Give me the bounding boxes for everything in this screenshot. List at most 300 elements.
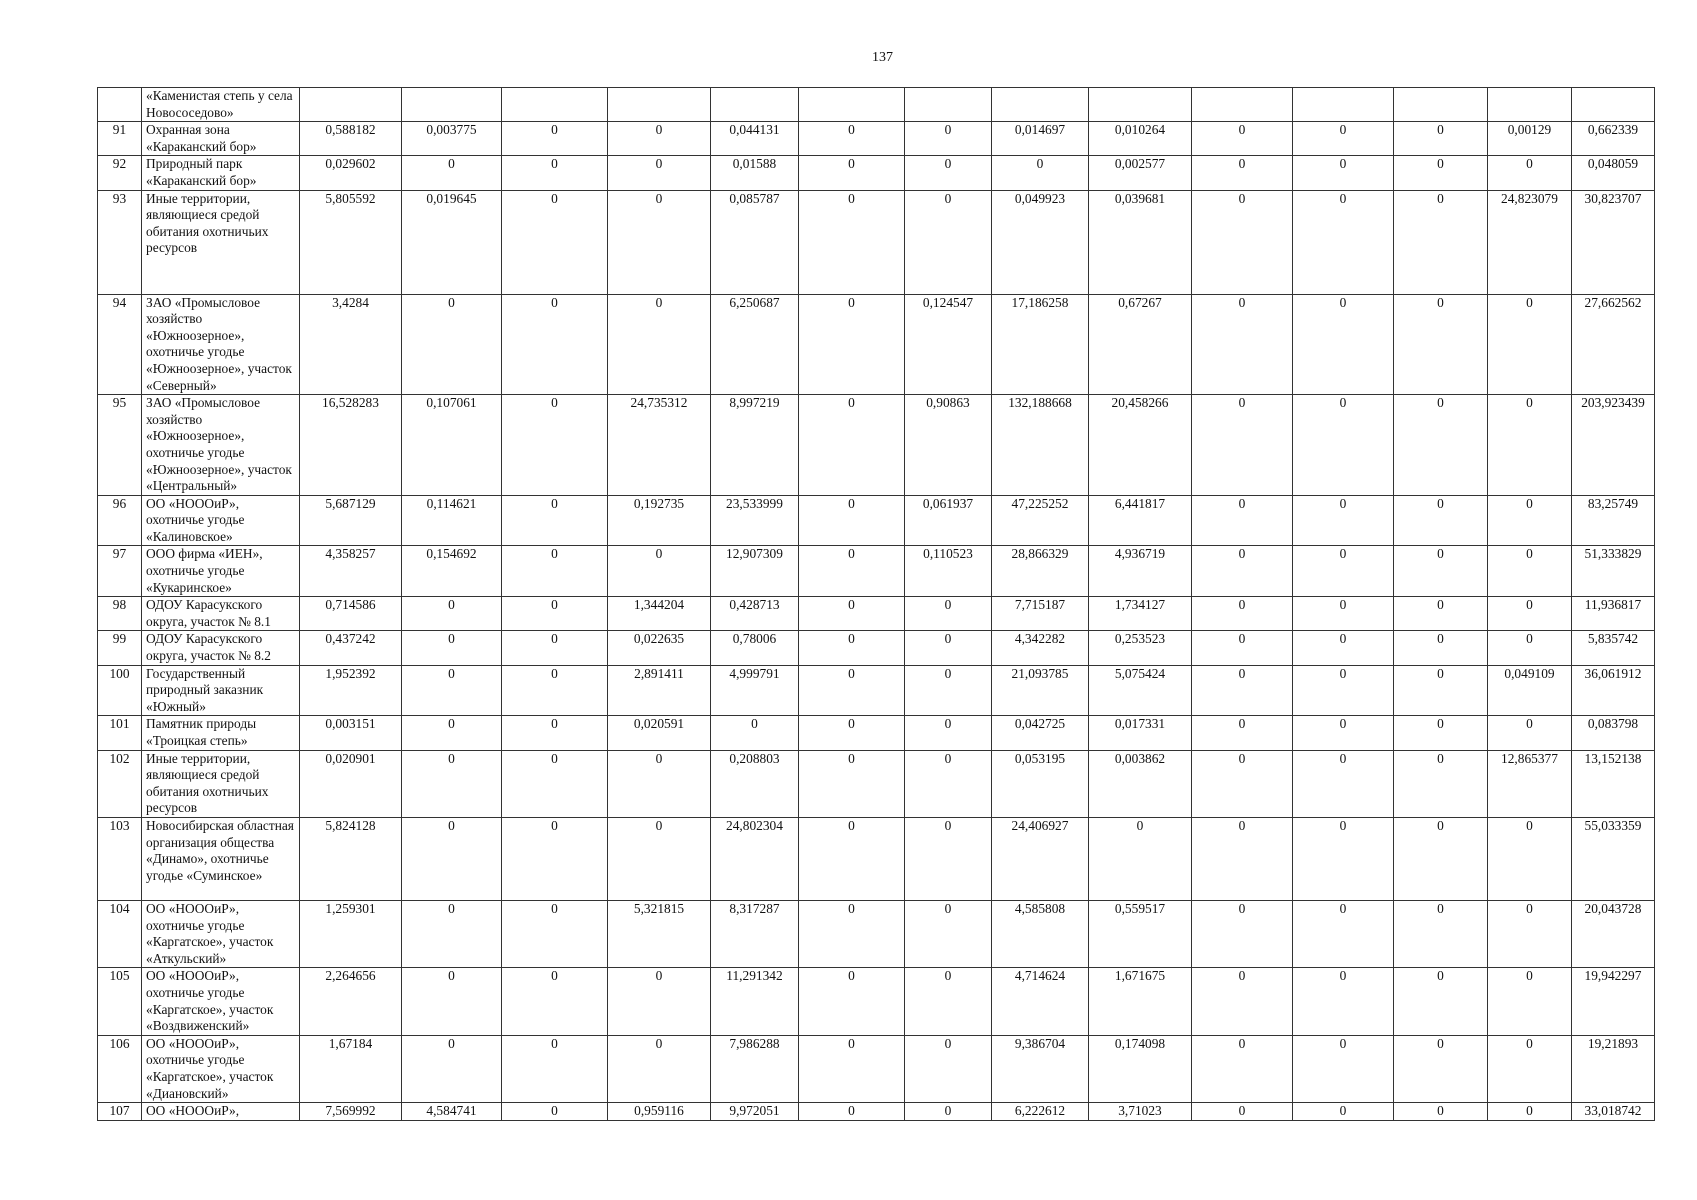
row-number-cell: 104 (98, 900, 142, 967)
value-cell: 0 (799, 716, 905, 750)
value-cell: 0 (608, 817, 711, 900)
value-cell: 4,585808 (992, 900, 1089, 967)
value-cell: 0 (1293, 716, 1394, 750)
value-cell: 0,01588 (711, 156, 799, 190)
value-cell: 0 (1192, 495, 1293, 546)
value-cell: 2,891411 (608, 665, 711, 716)
value-cell: 0 (799, 968, 905, 1035)
row-number-cell: 95 (98, 395, 142, 496)
value-cell: 33,018742 (1572, 1103, 1655, 1121)
value-cell: 27,662562 (1572, 294, 1655, 395)
value-cell: 0,662339 (1572, 122, 1655, 156)
value-cell: 0 (502, 597, 608, 631)
value-cell: 0,048059 (1572, 156, 1655, 190)
table-row (98, 1035, 1655, 1102)
row-number-cell: 92 (98, 156, 142, 190)
value-cell: 16,528283 (300, 395, 402, 496)
value-cell: 0 (1293, 190, 1394, 294)
value-cell: 0 (608, 156, 711, 190)
value-cell: 0 (799, 597, 905, 631)
value-cell: 0 (799, 665, 905, 716)
value-cell: 0 (1192, 294, 1293, 395)
value-cell: 0 (799, 631, 905, 665)
value-cell: 0 (502, 190, 608, 294)
value-cell: 0 (905, 1103, 992, 1121)
value-cell: 28,866329 (992, 546, 1089, 597)
value-cell: 0,010264 (1089, 122, 1192, 156)
value-cell: 0 (1192, 597, 1293, 631)
value-cell: 0 (502, 750, 608, 817)
value-cell: 51,333829 (1572, 546, 1655, 597)
value-cell: 0 (402, 817, 502, 900)
value-cell: 0 (502, 716, 608, 750)
value-cell: 20,043728 (1572, 900, 1655, 967)
value-cell: 7,715187 (992, 597, 1089, 631)
value-cell: 3,4284 (300, 294, 402, 395)
value-cell: 0 (1394, 817, 1488, 900)
value-cell: 3,71023 (1089, 1103, 1192, 1121)
value-cell: 0 (799, 122, 905, 156)
value-cell: 0 (502, 631, 608, 665)
value-cell: 19,21893 (1572, 1035, 1655, 1102)
value-cell: 6,222612 (992, 1103, 1089, 1121)
value-cell: 5,321815 (608, 900, 711, 967)
value-cell: 0 (402, 750, 502, 817)
table-row (98, 817, 1655, 900)
value-cell: 30,823707 (1572, 190, 1655, 294)
value-cell: 0 (1192, 665, 1293, 716)
value-cell: 0 (905, 190, 992, 294)
territory-name-cell: ЗАО «Промысловое хозяйство «Южноозерное», охотничье угодье «Южноозерное», участок «Северный» (142, 294, 300, 395)
value-cell: 5,805592 (300, 190, 402, 294)
value-cell: 0 (502, 665, 608, 716)
row-number-cell: 101 (98, 716, 142, 750)
value-cell: 0,019645 (402, 190, 502, 294)
value-cell: 0,083798 (1572, 716, 1655, 750)
value-cell: 0,192735 (608, 495, 711, 546)
row-number-cell: 99 (98, 631, 142, 665)
value-cell: 24,802304 (711, 817, 799, 900)
value-cell: 20,458266 (1089, 395, 1192, 496)
value-cell (1488, 88, 1572, 122)
value-cell: 0 (905, 968, 992, 1035)
value-cell: 0 (905, 122, 992, 156)
row-number-cell: 102 (98, 750, 142, 817)
value-cell: 0 (402, 597, 502, 631)
value-cell: 0 (1293, 900, 1394, 967)
value-cell: 0 (799, 1103, 905, 1121)
value-cell: 0 (1293, 1035, 1394, 1102)
value-cell: 1,67184 (300, 1035, 402, 1102)
value-cell: 0 (1293, 546, 1394, 597)
value-cell: 0 (502, 1035, 608, 1102)
table-row (98, 968, 1655, 1035)
value-cell: 0 (1488, 631, 1572, 665)
territory-name-cell: ЗАО «Промысловое хозяйство «Южноозерное», охотничье угодье «Южноозерное», участок «Центральный» (142, 395, 300, 496)
value-cell: 4,999791 (711, 665, 799, 716)
territory-name-cell: ОО «НОООиР», охотничье угодье «Калиновское» (142, 495, 300, 546)
value-cell: 0 (1192, 750, 1293, 817)
territory-name-cell: ОО «НОООиР», охотничье угодье «Каргатское», участок «Воздвиженский» (142, 968, 300, 1035)
value-cell: 0 (799, 900, 905, 967)
value-cell: 0,114621 (402, 495, 502, 546)
value-cell: 0 (1293, 665, 1394, 716)
value-cell: 0 (1394, 495, 1488, 546)
row-number-cell: 96 (98, 495, 142, 546)
value-cell: 0 (1293, 395, 1394, 496)
value-cell: 0 (1394, 665, 1488, 716)
territory-name-cell: Иные территории, являющиеся средой обитания охотничьих ресурсов (142, 190, 300, 294)
value-cell: 0 (502, 968, 608, 1035)
value-cell: 0 (1394, 1035, 1488, 1102)
table-body (98, 88, 1655, 1121)
value-cell: 0,428713 (711, 597, 799, 631)
value-cell: 0 (1394, 900, 1488, 967)
value-cell: 0,714586 (300, 597, 402, 631)
value-cell: 0 (402, 156, 502, 190)
row-number-cell: 100 (98, 665, 142, 716)
value-cell: 0 (502, 122, 608, 156)
value-cell: 0,085787 (711, 190, 799, 294)
value-cell: 0 (502, 817, 608, 900)
value-cell: 0 (1192, 716, 1293, 750)
territory-name-cell: ОО «НОООиР», охотничье угодье «Каргатское», участок «Диановский» (142, 1035, 300, 1102)
data-table (97, 87, 1655, 1121)
value-cell: 0 (992, 156, 1089, 190)
value-cell: 0 (1488, 716, 1572, 750)
value-cell: 0 (1293, 122, 1394, 156)
value-cell: 1,671675 (1089, 968, 1192, 1035)
table-row (98, 294, 1655, 395)
row-number-cell: 107 (98, 1103, 142, 1121)
value-cell: 0 (1293, 597, 1394, 631)
value-cell: 0 (1394, 631, 1488, 665)
value-cell: 7,569992 (300, 1103, 402, 1121)
value-cell: 0,107061 (402, 395, 502, 496)
value-cell: 0 (1293, 156, 1394, 190)
value-cell: 23,533999 (711, 495, 799, 546)
value-cell: 0,020591 (608, 716, 711, 750)
value-cell: 0,014697 (992, 122, 1089, 156)
table-row (98, 750, 1655, 817)
table-row (98, 88, 1655, 122)
value-cell: 83,25749 (1572, 495, 1655, 546)
value-cell: 5,687129 (300, 495, 402, 546)
value-cell: 0,110523 (905, 546, 992, 597)
value-cell: 55,033359 (1572, 817, 1655, 900)
value-cell: 0 (1394, 395, 1488, 496)
value-cell (608, 88, 711, 122)
value-cell: 17,186258 (992, 294, 1089, 395)
value-cell: 0 (1394, 294, 1488, 395)
table-row (98, 900, 1655, 967)
row-number-cell: 103 (98, 817, 142, 900)
value-cell: 1,344204 (608, 597, 711, 631)
table-row (98, 665, 1655, 716)
value-cell: 4,342282 (992, 631, 1089, 665)
value-cell: 0 (502, 546, 608, 597)
row-number-cell: 94 (98, 294, 142, 395)
value-cell: 0 (1488, 817, 1572, 900)
value-cell: 5,835742 (1572, 631, 1655, 665)
value-cell: 0 (1089, 817, 1192, 900)
territory-name-cell: ОДОУ Карасукского округа, участок № 8.1 (142, 597, 300, 631)
value-cell: 5,075424 (1089, 665, 1192, 716)
table-row (98, 546, 1655, 597)
value-cell: 8,317287 (711, 900, 799, 967)
value-cell: 0 (799, 156, 905, 190)
value-cell: 0 (1488, 1103, 1572, 1121)
value-cell: 0 (1394, 968, 1488, 1035)
value-cell: 0 (1488, 597, 1572, 631)
value-cell (300, 88, 402, 122)
value-cell: 47,225252 (992, 495, 1089, 546)
value-cell (1192, 88, 1293, 122)
value-cell: 203,923439 (1572, 395, 1655, 496)
value-cell: 0 (1192, 1103, 1293, 1121)
value-cell: 0 (1394, 546, 1488, 597)
value-cell: 0,208803 (711, 750, 799, 817)
value-cell: 6,250687 (711, 294, 799, 395)
value-cell: 0 (799, 750, 905, 817)
value-cell: 0 (799, 817, 905, 900)
table-row (98, 495, 1655, 546)
row-number-cell (98, 88, 142, 122)
territory-name-cell: Охранная зона «Караканский бор» (142, 122, 300, 156)
value-cell: 0 (1192, 156, 1293, 190)
value-cell: 0 (1394, 597, 1488, 631)
value-cell: 5,824128 (300, 817, 402, 900)
value-cell: 0,253523 (1089, 631, 1192, 665)
value-cell: 0,061937 (905, 495, 992, 546)
value-cell: 0 (905, 750, 992, 817)
value-cell: 0,78006 (711, 631, 799, 665)
value-cell: 0 (1394, 156, 1488, 190)
value-cell: 4,936719 (1089, 546, 1192, 597)
value-cell: 1,259301 (300, 900, 402, 967)
value-cell: 0,174098 (1089, 1035, 1192, 1102)
value-cell (1572, 88, 1655, 122)
table-row (98, 631, 1655, 665)
value-cell: 0,588182 (300, 122, 402, 156)
value-cell: 0 (905, 631, 992, 665)
value-cell: 0 (905, 1035, 992, 1102)
value-cell: 0,124547 (905, 294, 992, 395)
value-cell: 13,152138 (1572, 750, 1655, 817)
value-cell: 0 (502, 395, 608, 496)
value-cell (502, 88, 608, 122)
value-cell: 0,002577 (1089, 156, 1192, 190)
value-cell: 0,022635 (608, 631, 711, 665)
value-cell: 2,264656 (300, 968, 402, 1035)
value-cell: 0 (1394, 716, 1488, 750)
value-cell: 0,003862 (1089, 750, 1192, 817)
value-cell: 0,437242 (300, 631, 402, 665)
value-cell: 0 (905, 900, 992, 967)
value-cell: 0 (402, 631, 502, 665)
value-cell: 0 (608, 294, 711, 395)
value-cell: 6,441817 (1089, 495, 1192, 546)
row-number-cell: 106 (98, 1035, 142, 1102)
value-cell: 0 (1394, 1103, 1488, 1121)
territory-name-cell: Памятник природы «Троицкая степь» (142, 716, 300, 750)
table-row (98, 597, 1655, 631)
value-cell: 0 (608, 968, 711, 1035)
value-cell: 0 (1293, 968, 1394, 1035)
row-number-cell: 98 (98, 597, 142, 631)
value-cell: 0 (502, 156, 608, 190)
value-cell: 0 (1488, 546, 1572, 597)
value-cell: 0 (1293, 631, 1394, 665)
value-cell: 0 (799, 495, 905, 546)
value-cell: 0 (402, 968, 502, 1035)
value-cell: 0 (502, 900, 608, 967)
row-number-cell: 97 (98, 546, 142, 597)
value-cell: 19,942297 (1572, 968, 1655, 1035)
value-cell: 0 (1394, 122, 1488, 156)
value-cell: 0,154692 (402, 546, 502, 597)
value-cell: 0 (799, 546, 905, 597)
value-cell: 0,042725 (992, 716, 1089, 750)
territory-name-cell: Новосибирская областная организация общества «Динамо», охотничье угодье «Суминское» (142, 817, 300, 900)
value-cell: 0,044131 (711, 122, 799, 156)
value-cell: 0 (1488, 294, 1572, 395)
value-cell: 0 (402, 716, 502, 750)
value-cell: 0 (1192, 631, 1293, 665)
value-cell: 4,584741 (402, 1103, 502, 1121)
value-cell: 9,386704 (992, 1035, 1089, 1102)
territory-name-cell: ОДОУ Карасукского округа, участок № 8.2 (142, 631, 300, 665)
value-cell: 0,049109 (1488, 665, 1572, 716)
value-cell: 24,735312 (608, 395, 711, 496)
value-cell: 0 (799, 1035, 905, 1102)
value-cell: 0 (905, 716, 992, 750)
value-cell: 0 (1293, 495, 1394, 546)
value-cell (799, 88, 905, 122)
value-cell: 0 (1192, 190, 1293, 294)
value-cell: 0 (1293, 817, 1394, 900)
value-cell: 0 (799, 395, 905, 496)
value-cell: 0 (1293, 294, 1394, 395)
value-cell: 0,003151 (300, 716, 402, 750)
value-cell: 0 (799, 294, 905, 395)
table-row (98, 156, 1655, 190)
value-cell: 0 (1192, 968, 1293, 1035)
value-cell: 0 (402, 900, 502, 967)
value-cell: 0 (608, 750, 711, 817)
territory-name-cell: ООО фирма «ИЕН», охотничье угодье «Кукаринское» (142, 546, 300, 597)
value-cell: 8,997219 (711, 395, 799, 496)
value-cell: 0,559517 (1089, 900, 1192, 967)
value-cell: 4,358257 (300, 546, 402, 597)
value-cell: 132,188668 (992, 395, 1089, 496)
value-cell: 12,865377 (1488, 750, 1572, 817)
value-cell: 0 (1488, 156, 1572, 190)
value-cell: 0 (905, 665, 992, 716)
row-number-cell: 91 (98, 122, 142, 156)
value-cell: 0 (402, 665, 502, 716)
value-cell: 0,003775 (402, 122, 502, 156)
value-cell: 0,67267 (1089, 294, 1192, 395)
row-number-cell: 105 (98, 968, 142, 1035)
value-cell (992, 88, 1089, 122)
value-cell: 0,049923 (992, 190, 1089, 294)
value-cell: 0 (1192, 122, 1293, 156)
value-cell: 0 (608, 546, 711, 597)
value-cell: 0 (1488, 1035, 1572, 1102)
value-cell: 0,053195 (992, 750, 1089, 817)
value-cell: 0 (1394, 190, 1488, 294)
value-cell: 0,90863 (905, 395, 992, 496)
value-cell: 0,017331 (1089, 716, 1192, 750)
table-row (98, 122, 1655, 156)
territory-name-cell: ОО «НОООиР», (142, 1103, 300, 1121)
territory-name-cell: «Каменистая степь у села Новососедово» (142, 88, 300, 122)
value-cell: 0 (1293, 1103, 1394, 1121)
territory-name-cell: ОО «НОООиР», охотничье угодье «Каргатское», участок «Аткульский» (142, 900, 300, 967)
value-cell: 0 (402, 1035, 502, 1102)
value-cell: 24,406927 (992, 817, 1089, 900)
territory-name-cell: Иные территории, являющиеся средой обитания охотничьих ресурсов (142, 750, 300, 817)
value-cell: 0,020901 (300, 750, 402, 817)
value-cell: 0 (402, 294, 502, 395)
value-cell: 0 (1192, 817, 1293, 900)
table-row (98, 1103, 1655, 1121)
value-cell: 0 (905, 597, 992, 631)
value-cell: 0 (1488, 395, 1572, 496)
value-cell: 0 (502, 495, 608, 546)
territory-name-cell: Природный парк «Караканский бор» (142, 156, 300, 190)
value-cell: 12,907309 (711, 546, 799, 597)
table-row (98, 716, 1655, 750)
value-cell: 0,959116 (608, 1103, 711, 1121)
value-cell: 0 (1192, 546, 1293, 597)
value-cell: 1,952392 (300, 665, 402, 716)
value-cell: 0 (1192, 395, 1293, 496)
value-cell: 0 (608, 122, 711, 156)
value-cell (905, 88, 992, 122)
value-cell: 9,972051 (711, 1103, 799, 1121)
value-cell: 0 (608, 1035, 711, 1102)
value-cell: 0 (1192, 1035, 1293, 1102)
table-row (98, 190, 1655, 294)
value-cell: 21,093785 (992, 665, 1089, 716)
value-cell: 4,714624 (992, 968, 1089, 1035)
territory-name-cell: Государственный природный заказник «Южный» (142, 665, 300, 716)
value-cell: 0 (1192, 900, 1293, 967)
value-cell: 0,029602 (300, 156, 402, 190)
value-cell: 0,00129 (1488, 122, 1572, 156)
value-cell: 0 (905, 817, 992, 900)
value-cell: 24,823079 (1488, 190, 1572, 294)
value-cell: 0 (905, 156, 992, 190)
value-cell: 0 (711, 716, 799, 750)
page-number: 137 (872, 50, 893, 65)
value-cell: 1,734127 (1089, 597, 1192, 631)
value-cell: 0 (1394, 750, 1488, 817)
value-cell: 0 (502, 294, 608, 395)
value-cell: 0 (608, 190, 711, 294)
value-cell: 11,936817 (1572, 597, 1655, 631)
value-cell: 0 (1488, 968, 1572, 1035)
value-cell: 0,039681 (1089, 190, 1192, 294)
value-cell: 11,291342 (711, 968, 799, 1035)
row-number-cell: 93 (98, 190, 142, 294)
value-cell: 0 (1293, 750, 1394, 817)
value-cell: 36,061912 (1572, 665, 1655, 716)
table-row (98, 395, 1655, 496)
value-cell (1089, 88, 1192, 122)
